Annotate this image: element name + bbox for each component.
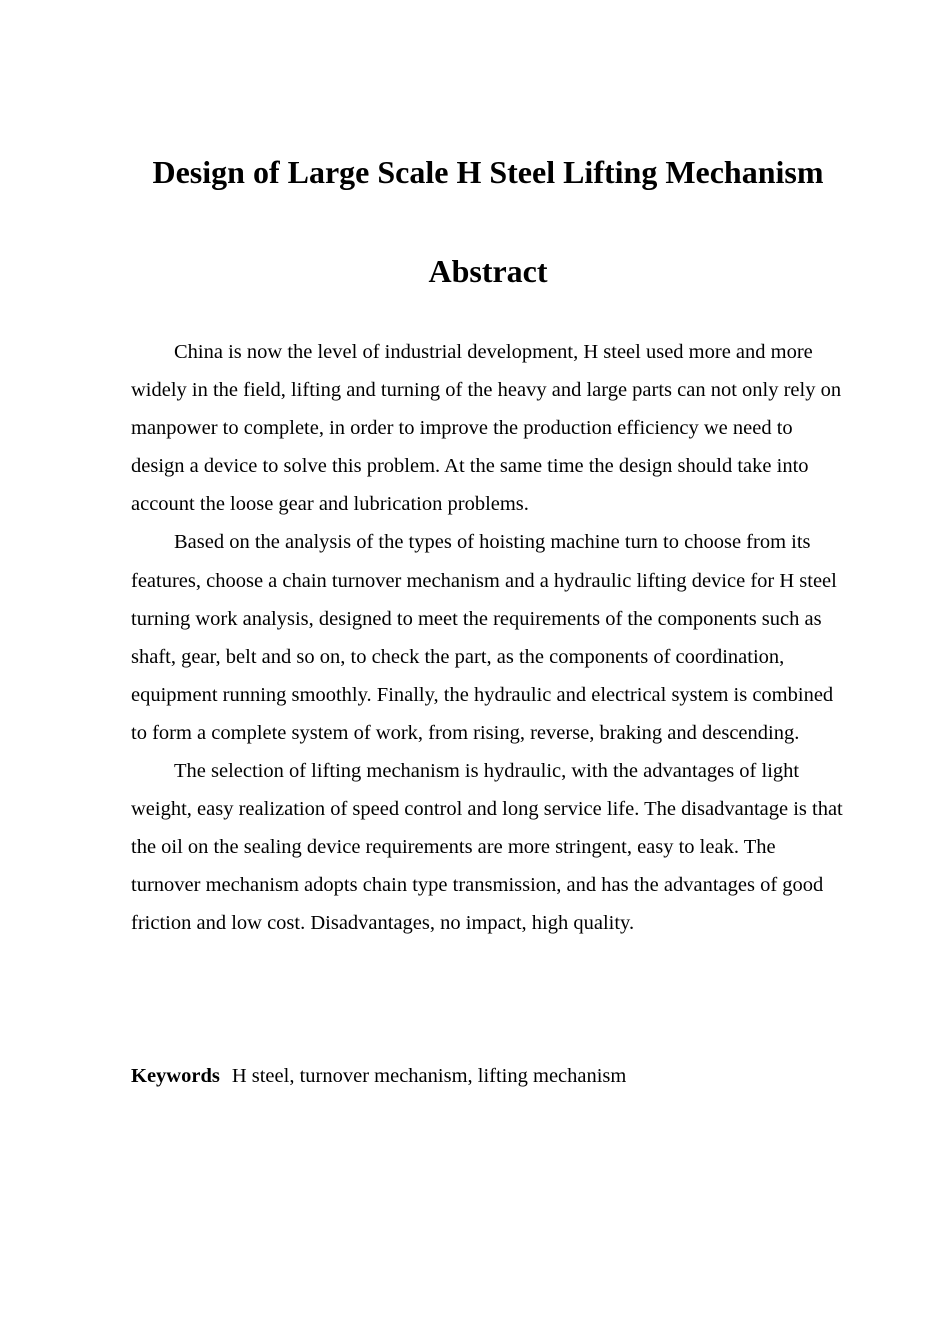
abstract-paragraph: Based on the analysis of the types of hoisting machine turn to choose from its features, choose a chain turnover mechanism and a hydraulic lifting device for H steel turning work analysis, designed to meet the requirements of the components such as shaft, gear, belt and so on, to check the part, as the components of coordination, equipment running smoothly. Finally, the hydraulic and electrical system is combined to form a complete system of work, from rising, reverse, braking and descending. — [131, 531, 837, 744]
keywords-line — [131, 1057, 849, 1095]
abstract-paragraph: The selection of lifting mechanism is hydraulic, with the advantages of light weight, easy realization of speed control and long service life. The disadvantage is that the oil on the sealing device requirements are more stringent, easy to leak. The turnover mechanism adopts chain type transmission, and has the advantages of good friction and low cost. Disadvantages, no impact, high quality. — [131, 760, 843, 935]
keywords-label: Keywords — [131, 1065, 220, 1087]
abstract-paragraph: China is now the level of industrial development, H steel used more and more widely in the field, lifting and turning of the heavy and large parts can not only rely on manpower to complete, in order to improve the production efficiency we need to design a device to solve this problem. At the same time the design should take into account the loose gear and lubrication problems. — [131, 341, 842, 516]
document-title: Design of Large Scale H Steel Lifting Mechanism — [152, 154, 824, 190]
keywords-list: H steel, turnover mechanism, lifting mechanism — [231, 1065, 627, 1087]
abstract-heading: Abstract — [428, 253, 548, 289]
abstract-body — [131, 333, 849, 943]
